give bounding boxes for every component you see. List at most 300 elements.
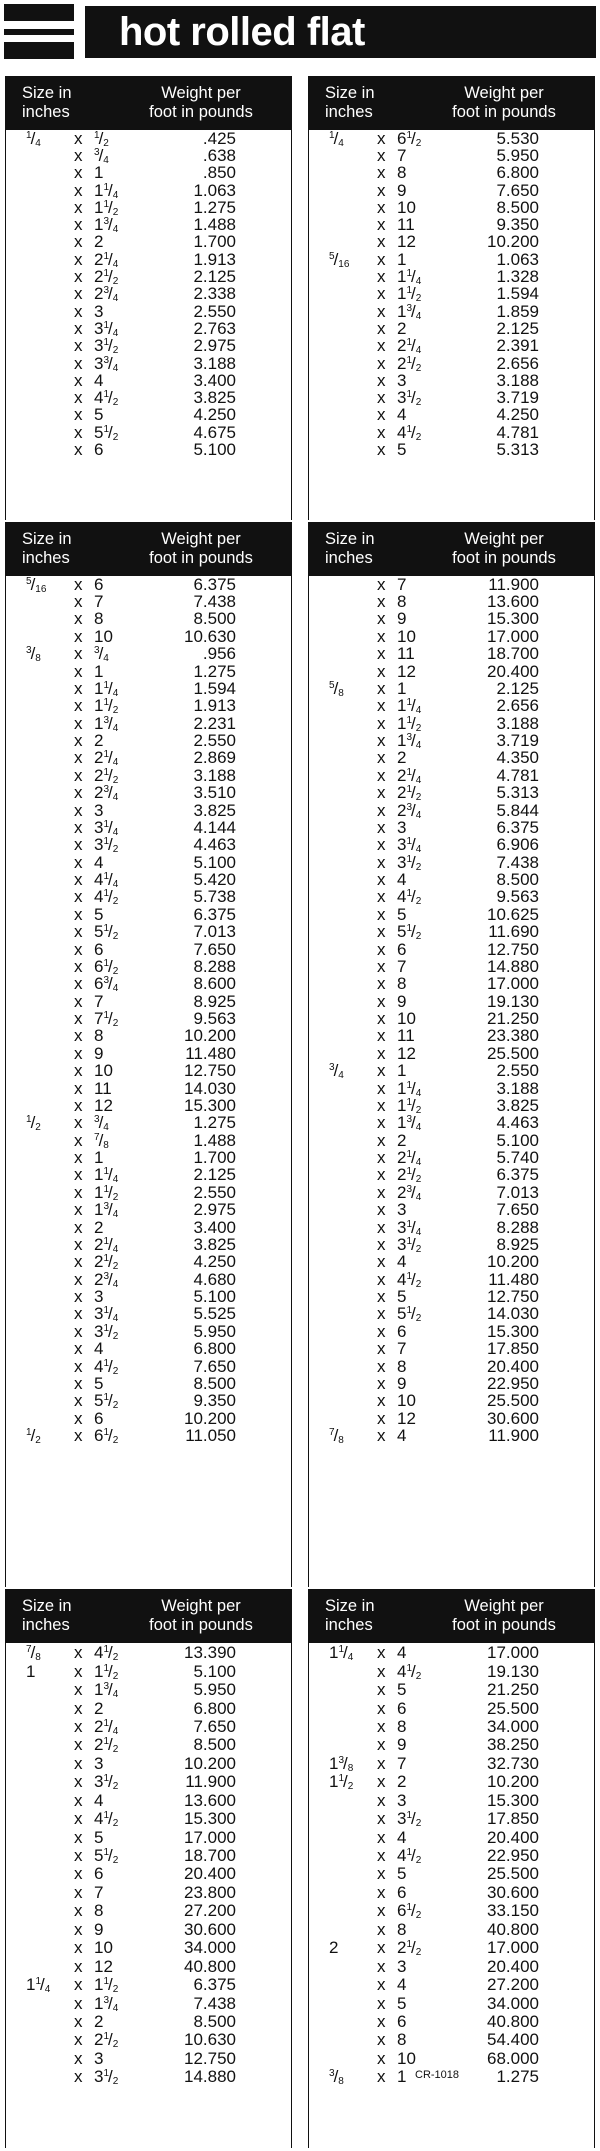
width: 5 — [94, 405, 104, 425]
width: $1^1/2$ — [397, 284, 422, 305]
table-row — [6, 165, 291, 182]
times-sign: x — [377, 336, 386, 356]
table-row — [309, 199, 594, 216]
size-header: Size in inches — [325, 84, 375, 121]
times-sign: x — [74, 405, 83, 425]
weight-value: 32.730 — [487, 1753, 539, 1773]
times-sign: x — [377, 1426, 386, 1446]
width: $1^1/2$ — [94, 1975, 119, 1996]
weight-value: 9.563 — [496, 887, 539, 907]
width: 2 — [94, 2011, 104, 2031]
times-sign: x — [377, 852, 386, 872]
width: 8 — [397, 1716, 407, 1736]
table-row — [309, 576, 594, 593]
width: $2^1/4$ — [397, 336, 422, 357]
weight-value: 30.600 — [184, 1919, 236, 1939]
weight-value: 25.500 — [487, 1864, 539, 1884]
times-sign: x — [74, 1200, 83, 1220]
width: $4^1/2$ — [94, 388, 119, 409]
times-sign: x — [377, 1373, 386, 1393]
table-row — [6, 698, 291, 715]
weight-value: 21.250 — [487, 1680, 539, 1700]
table-row — [6, 320, 291, 337]
table-row — [309, 785, 594, 802]
grade-note: CR-1018 — [415, 2069, 460, 2082]
width: $1^1/2$ — [94, 1661, 119, 1682]
table-row — [309, 1773, 594, 1791]
width: 11 — [397, 1026, 415, 1046]
times-sign: x — [377, 678, 386, 698]
width: $4^1/2$ — [94, 1809, 119, 1830]
weight-value: 13.600 — [487, 592, 539, 612]
times-sign: x — [377, 1864, 386, 1884]
times-sign: x — [377, 1919, 386, 1939]
weight-value: 8.500 — [193, 2011, 236, 2031]
width: 6 — [94, 939, 104, 959]
width: $^3$/4 — [94, 1113, 109, 1134]
width: $2^1/4$ — [94, 748, 119, 769]
table-row — [6, 2031, 291, 2049]
table-row — [6, 1341, 291, 1358]
table-row — [6, 267, 291, 288]
weight-value: 20.400 — [487, 1356, 539, 1376]
size-header: Size in inches — [325, 530, 375, 567]
weight-value: 7.438 — [193, 1993, 236, 2013]
times-sign: x — [74, 180, 83, 200]
times-sign: x — [74, 765, 83, 785]
times-sign: x — [74, 1716, 83, 1736]
width: 3 — [397, 1956, 407, 1976]
weight-header: Weight per foot in pounds — [149, 84, 253, 121]
times-sign: x — [74, 1287, 83, 1307]
weight-value: 20.400 — [487, 1956, 539, 1976]
weight-value: 3.188 — [496, 713, 539, 733]
width: $3^1/2$ — [94, 1772, 119, 1793]
table-row — [309, 1884, 594, 1902]
weight-value: 6.375 — [193, 904, 236, 924]
weight-value: 15.300 — [487, 609, 539, 629]
times-sign: x — [74, 956, 83, 976]
width: $1^3/4$ — [397, 301, 422, 322]
times-sign: x — [377, 1217, 386, 1237]
table-row — [309, 388, 594, 409]
table-row — [309, 802, 594, 819]
width: 10 — [397, 1391, 416, 1411]
width: $4^1/2$ — [397, 887, 422, 908]
weight-value: 19.130 — [487, 1661, 539, 1681]
width: 10 — [397, 1009, 416, 1029]
width: $1^3/4$ — [397, 731, 422, 752]
weight-value: 13.390 — [184, 1643, 236, 1663]
weight-value: 5.313 — [496, 783, 539, 803]
width: $2^3/4$ — [94, 783, 119, 804]
times-sign: x — [74, 1753, 83, 1773]
width: 3 — [94, 1753, 104, 1773]
width: $2^1/2$ — [397, 1165, 422, 1186]
weight-value: 7.650 — [193, 1716, 236, 1736]
table-row — [6, 424, 291, 441]
weight-value: 12.750 — [184, 2048, 236, 2068]
times-sign: x — [377, 1287, 386, 1307]
times-sign: x — [377, 388, 386, 408]
times-sign: x — [74, 1698, 83, 1718]
weight-value: 27.200 — [487, 1975, 539, 1995]
times-sign: x — [74, 232, 83, 252]
width: $6^1/2$ — [94, 956, 119, 977]
times-sign: x — [377, 1061, 386, 1081]
times-sign: x — [377, 956, 386, 976]
width: 9 — [94, 1919, 104, 1939]
table-row — [309, 628, 594, 645]
times-sign: x — [74, 1373, 83, 1393]
width: $1^1/2$ — [94, 1182, 119, 1203]
width: $1^3/4$ — [94, 215, 119, 236]
width: $4^1/2$ — [397, 1661, 422, 1682]
width: $2^1/4$ — [94, 249, 119, 270]
times-sign: x — [377, 1078, 386, 1098]
logo-icon — [4, 4, 74, 60]
table-row — [309, 698, 594, 715]
weight-value: 54.400 — [487, 2030, 539, 2050]
table-header — [5, 76, 292, 130]
table-row — [309, 1254, 594, 1271]
weight-value: 3.400 — [193, 370, 236, 390]
times-sign: x — [74, 1217, 83, 1237]
width: $3^1/4$ — [94, 817, 119, 838]
width: $3^1/2$ — [94, 1321, 119, 1342]
width: 8 — [94, 1901, 104, 1921]
table-row — [6, 130, 291, 147]
table-row — [6, 1921, 291, 1939]
thickness: $^1$/4 — [26, 130, 41, 149]
width: 8 — [397, 1356, 407, 1376]
weight-value: 3.719 — [496, 388, 539, 408]
width: 6 — [94, 1864, 104, 1884]
weight-value: 10.630 — [184, 2030, 236, 2050]
width: $5^1/2$ — [94, 1391, 119, 1412]
times-sign: x — [377, 1809, 386, 1829]
times-sign: x — [377, 370, 386, 390]
times-sign: x — [377, 696, 386, 716]
width: $6^1/2$ — [94, 1426, 119, 1447]
table-row — [6, 1792, 291, 1810]
weight-value: 8.500 — [496, 197, 539, 217]
weight-value: 8.500 — [193, 609, 236, 629]
width: 6 — [397, 1882, 407, 1902]
weight-value: 10.625 — [487, 904, 539, 924]
times-sign: x — [377, 145, 386, 165]
times-sign: x — [377, 249, 386, 269]
times-sign: x — [74, 1113, 83, 1133]
weight-value: 4.781 — [496, 765, 539, 785]
width: $5^1/2$ — [397, 922, 422, 943]
times-sign: x — [377, 405, 386, 425]
times-sign: x — [377, 301, 386, 321]
times-sign: x — [74, 922, 83, 942]
width: $2^1/2$ — [94, 1252, 119, 1273]
width: $4^1/2$ — [94, 887, 119, 908]
weight-value: 15.300 — [184, 1095, 236, 1115]
table-row — [309, 130, 594, 147]
width: 6 — [94, 576, 104, 594]
times-sign: x — [377, 661, 386, 681]
weight-value: 12.750 — [184, 1061, 236, 1081]
width: 7 — [94, 592, 104, 612]
width: 4 — [397, 1426, 407, 1446]
weight-value: 6.375 — [496, 817, 539, 837]
width: $1^3/4$ — [94, 1200, 119, 1221]
times-sign: x — [74, 1661, 83, 1681]
width: 2 — [397, 1130, 407, 1150]
width: $6^3/4$ — [94, 974, 119, 995]
width: $5^1/2$ — [94, 422, 119, 443]
table-row — [6, 441, 291, 458]
table-row — [309, 889, 594, 906]
table-row — [6, 1994, 291, 2012]
table-row — [6, 1184, 291, 1201]
times-sign: x — [74, 1269, 83, 1289]
times-sign: x — [377, 163, 386, 183]
table-row — [6, 1644, 291, 1662]
width: 7 — [397, 1753, 407, 1773]
table-row — [6, 819, 291, 836]
width: 10 — [397, 2048, 416, 2068]
weight-value: 20.400 — [184, 1864, 236, 1884]
weight-value: 2.550 — [193, 731, 236, 751]
table-row — [309, 2013, 594, 2031]
table-row — [309, 147, 594, 164]
width: $4^1/2$ — [397, 1269, 422, 1290]
weight-value: 1.700 — [193, 232, 236, 252]
times-sign: x — [74, 939, 83, 959]
times-sign: x — [74, 661, 83, 681]
weight-value: 13.600 — [184, 1790, 236, 1810]
width: 3 — [94, 301, 104, 321]
weight-value: 10.200 — [184, 1753, 236, 1773]
table-row — [6, 1149, 291, 1166]
weight-value: 10.630 — [184, 626, 236, 646]
table-row — [309, 1323, 594, 1340]
weight-value: 2.975 — [193, 1200, 236, 1220]
table-row — [6, 303, 291, 320]
weight-value: 15.300 — [487, 1321, 539, 1341]
table-row — [6, 750, 291, 767]
weight-value: 7.438 — [496, 852, 539, 872]
table-row — [6, 1810, 291, 1828]
times-sign: x — [377, 1643, 386, 1663]
times-sign: x — [377, 1043, 386, 1063]
width: $3^1/2$ — [94, 336, 119, 357]
width: $3^1/4$ — [94, 318, 119, 339]
weight-value: 25.500 — [487, 1043, 539, 1063]
width: $7^1/2$ — [94, 1009, 119, 1030]
weight-value: 8.288 — [496, 1217, 539, 1237]
weight-value: 4.463 — [193, 835, 236, 855]
times-sign: x — [74, 1234, 83, 1254]
width: 3 — [397, 1790, 407, 1810]
table-row — [309, 216, 594, 233]
width: $4^1/4$ — [94, 870, 119, 891]
table-row — [6, 1410, 291, 1427]
table-row — [309, 871, 594, 888]
times-sign: x — [377, 353, 386, 373]
width: $4^1/2$ — [397, 1846, 422, 1867]
times-sign: x — [377, 2048, 386, 2068]
weight-value: 30.600 — [487, 1882, 539, 1902]
table-row — [309, 1681, 594, 1699]
width: 3 — [397, 370, 407, 390]
width: 3 — [94, 1287, 104, 1307]
size-header: Size in inches — [22, 1597, 72, 1634]
table-row — [6, 199, 291, 216]
weight-value: 40.800 — [487, 1919, 539, 1939]
weight-value: 34.000 — [487, 1993, 539, 2013]
width: $1^3/4$ — [94, 713, 119, 734]
weight-value: 8.500 — [193, 1373, 236, 1393]
thickness: $^3$/4 — [329, 1061, 344, 1082]
weight-value: 11.900 — [488, 1426, 539, 1446]
table-body — [5, 1643, 292, 2148]
width: $2^1/2$ — [94, 1735, 119, 1756]
weight-value: 6.800 — [496, 163, 539, 183]
width: 12 — [397, 232, 416, 252]
times-sign: x — [377, 1790, 386, 1810]
weight-value: 17.000 — [487, 974, 539, 994]
width: $4^1/2$ — [94, 1356, 119, 1377]
table-row — [309, 1063, 594, 1080]
table-row — [6, 1028, 291, 1045]
width: 4 — [397, 1252, 407, 1272]
width: 1 — [397, 249, 407, 269]
weight-value: 17.000 — [487, 1643, 539, 1663]
width: 8 — [397, 974, 407, 994]
weight-header: Weight per foot in pounds — [452, 84, 556, 121]
weight-value: 6.800 — [193, 1339, 236, 1359]
table-row — [6, 1080, 291, 1097]
weight-value: 23.380 — [487, 1026, 539, 1046]
table-row — [309, 1167, 594, 1184]
width: 1 — [397, 2067, 407, 2087]
table-row — [6, 889, 291, 906]
width: 4 — [94, 370, 104, 390]
times-sign: x — [74, 370, 83, 390]
table-header — [308, 1589, 595, 1643]
weight-value: 1.275 — [193, 197, 236, 217]
page-title: hot rolled flat — [85, 6, 596, 58]
weight-value: 17.000 — [487, 626, 539, 646]
width: $2^1/2$ — [94, 267, 119, 288]
table-row — [309, 1662, 594, 1680]
times-sign: x — [377, 765, 386, 785]
width: 6 — [397, 939, 407, 959]
table-row — [309, 1393, 594, 1410]
width: $1^1/4$ — [397, 696, 422, 717]
weight-value: 4.250 — [193, 405, 236, 425]
table-row — [309, 320, 594, 337]
weight-value: 14.030 — [487, 1304, 539, 1324]
weight-value: 21.250 — [487, 1009, 539, 1029]
times-sign: x — [74, 1827, 83, 1847]
width: 9 — [397, 609, 407, 629]
times-sign: x — [377, 609, 386, 629]
table-row — [309, 1847, 594, 1865]
width: 12 — [397, 661, 416, 681]
table-row — [6, 1115, 291, 1132]
table-row — [6, 234, 291, 251]
weight-value: 5.100 — [193, 1287, 236, 1307]
weight-value: 7.013 — [193, 922, 236, 942]
weight-value: 18.700 — [184, 1846, 236, 1866]
weight-value: 22.950 — [487, 1846, 539, 1866]
width: $2^1/4$ — [397, 1148, 422, 1169]
weight-value: 1.063 — [496, 249, 539, 269]
weight-value: 30.600 — [487, 1408, 539, 1428]
weight-value: 8.288 — [193, 956, 236, 976]
table-block — [5, 76, 292, 520]
width: $2^1/2$ — [397, 1938, 422, 1959]
width: 5 — [94, 1827, 104, 1847]
times-sign: x — [377, 1846, 386, 1866]
width: 7 — [397, 1339, 407, 1359]
table-row — [6, 1375, 291, 1392]
times-sign: x — [377, 1304, 386, 1324]
table-row — [6, 388, 291, 409]
times-sign: x — [377, 1200, 386, 1220]
width: 7 — [94, 991, 104, 1011]
table-row — [6, 1271, 291, 1288]
times-sign: x — [74, 1043, 83, 1063]
times-sign: x — [74, 1130, 83, 1150]
times-sign: x — [377, 1026, 386, 1046]
table-row — [6, 2013, 291, 2031]
width: $1^1/4$ — [397, 267, 422, 288]
weight-value: 17.000 — [487, 1938, 539, 1958]
width: 6 — [397, 1321, 407, 1341]
times-sign: x — [377, 1269, 386, 1289]
table-row — [309, 1132, 594, 1149]
times-sign: x — [377, 1680, 386, 1700]
table-row — [309, 941, 594, 958]
table-row — [6, 1957, 291, 1975]
weight-value: 2.391 — [496, 336, 539, 356]
table-row — [6, 1358, 291, 1375]
table-row — [309, 1939, 594, 1957]
times-sign: x — [74, 904, 83, 924]
weight-value: 5.844 — [496, 800, 539, 820]
width: 4 — [397, 405, 407, 425]
times-sign: x — [377, 1938, 386, 1958]
times-sign: x — [377, 1408, 386, 1428]
table-row — [309, 731, 594, 752]
times-sign: x — [74, 301, 83, 321]
weight-value: 9.350 — [496, 215, 539, 235]
width: 5 — [94, 904, 104, 924]
table-block — [5, 1589, 292, 2148]
weight-header: Weight per foot in pounds — [149, 1597, 253, 1634]
weight-value: 12.750 — [487, 939, 539, 959]
weight-value: 10.200 — [184, 1026, 236, 1046]
width: 9 — [94, 1043, 104, 1063]
thickness: $1^1/4$ — [26, 1975, 51, 1996]
width: 4 — [397, 870, 407, 890]
times-sign: x — [377, 2011, 386, 2031]
weight-value: 38.250 — [487, 1735, 539, 1755]
weight-value: 1.700 — [193, 1148, 236, 1168]
width: $6^1/2$ — [397, 130, 422, 149]
times-sign: x — [74, 130, 83, 148]
times-sign: x — [74, 163, 83, 183]
weight-value: 34.000 — [184, 1938, 236, 1958]
